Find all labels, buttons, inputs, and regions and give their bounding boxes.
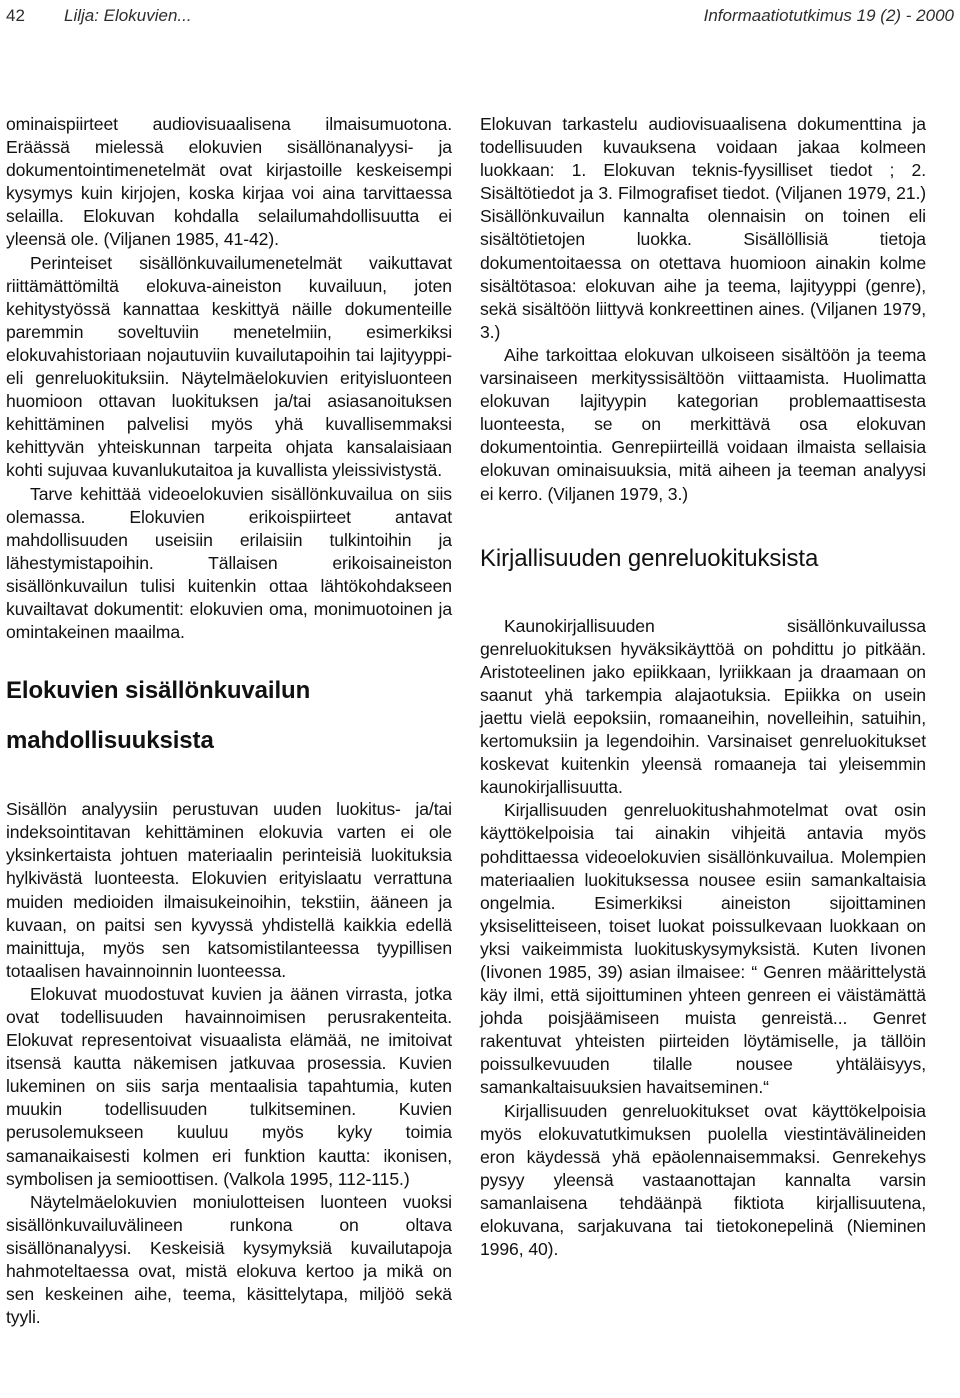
body-paragraph: Näytelmäelokuvien moniulotteisen luonteen vuoksi sisällönkuvailuvälineen runkona on oltava sisällönanalyysi. Keskeisiä kysymyksiä kuvailutapoja hahmoteltaessa ovat, mistä elokuva kertoo ja mikä on sen keskeinen aihe, teema, käsittelytapa, miljöö sekä tyyli. xyxy=(6,1191,452,1328)
running-header xyxy=(0,0,960,32)
body-paragraph: Sisällön analyysiin perustuvan uuden luokitus- ja/tai indeksointitavan kehittäminen elokuvia varten ei ole yksinkertaista johtuen materiaalin perinteisiä luokituksia hylkivästä luonteesta. Elokuvien erityislaatu verrattuna muiden medioiden ilmaisukeinoihin, tekstiin, ääneen ja kuvaan, on paitsi sen kyvyssä yhdistellä kaikkia edellä mainittuja, myös sen katsomistilanteessa tyypillisen totaalisen havainnoinnin luonteessa. xyxy=(6,799,452,981)
body-paragraph: Elokuvat muodostuvat kuvien ja äänen virrasta, jotka ovat todellisuuden havainnoimisen perusrakenteita. Elokuvat representoivat visuaalista elämää, ne imitoivat itsensä kautta näkemisen jatkuvaa prosessia. Kuvien lukeminen on siis sarja mentaalisia tapahtumia, kuten muukin todellisuuden tulkitseminen. Kuvien perusolemukseen kuuluu myös kyky toimia samanaikaisesti kolmen eri funktion kautta: ikonisen, symbolisen ja semioottisen. (Valkola 1995, 112-115.) xyxy=(6,983,452,1189)
body-paragraph: Perinteiset sisällönkuvailumenetelmät vaikuttavat riittämättömiltä elokuva-aineiston kuvailuun, joten kehitystyössä kannattaa keskittyä näille dokumenteille paremmin soveltuviin menetelmiin, esimerkiksi elokuvahistoriaan nojautuviin kuvailutapoihin tai lajityyppi- eli genreluokituksiin. Näytelmäelokuvien erityisluonteen huomioon ottavan luokituksen ja/tai asiasanoituksen kehittäminen palvelisi myös yhä kuvallisemmaksi kehittyvän yhteiskunnan tarpeita ohjata kansalaisiaan kohti sujuvaa kuvanlukutaitoa ja kuvallista yleissivistystä. xyxy=(6,252,452,481)
body-paragraph: Kirjallisuuden genreluokitukset ovat käyttökelpoisia myös elokuvatutkimuksen puolella viestintävälineiden eron käydessä yhä epäolennaisemmaksi. Genrekehys pysyy yleensä vastaanottajan kannalta varsin samanlaisena tehdäänpä fiktiota kirjallisuutena, elokuvana, sarjakuvana tai tietokonepelinä (Nieminen 1996, 40). xyxy=(480,1100,926,1260)
body-paragraph: Kaunokirjallisuuden sisällönkuvailussa genreluokituksen hyväksikäyttöä on pohdittu jo pitkään. Aristoteelinen jako epiikkaan, lyriikkaan ja draamaan on saanut yhä tarkempia alajaotuksia. Epiikka on usein jaettu vielä eepoksiin, romaaneihin, novelleihin, satuihin, kertomuksiin ja legendoihin. Varsinaiset genreluokitukset koskevat kuitenkin yleensä romaaneja tai yleisemmin kaunokirjallisuutta. xyxy=(480,615,926,798)
running-title: Lilja: Elokuvien... xyxy=(64,6,192,25)
body-paragraph: ominaispiirteet audiovisuaalisena ilmaisumuotona. Eräässä mielessä elokuvien sisällönanalyysi- ja dokumentointimenetelmät ovat kirjastoille keskeisempi kysymys kuin kirjojen, koska kirjaa voi aina tarvittaessa selailla. Elokuvan kohdalla selailumahdollisuutta ei yleensä ole. (Viljanen 1985, 41-42). xyxy=(6,114,452,250)
body-paragraph: Kirjallisuuden genreluokitushahmotelmat ovat osin käyttökelpoisia tai ainakin vihjeitä antavia myös pohdittaessa videoelokuvien sisällönkuvailua. Molempien materiaalien luokituksessa nousee esiin samankaltaisia ongelmia. Esimerkiksi aineiston sijoittaminen yksiselitteiseen, toiset luokat poissulkevaan luokkaan on yksi vaikeimmista luokituskysymyksistä. Kuten Iivonen (Iivonen 1985, 39) asian ilmaisee: “ Genren määrittelystä käy ilmi, että sijoittuminen yhteen genreen ei väistämättä johda poisjäämiseen muista genreistä... Genret rakentuvat yhteisten piirteiden löytämiselle, ja tällöin poissulkevuuden tilalle nousee yhtäläisyys, samankaltaisuuksien havaitseminen.“ xyxy=(480,800,926,1098)
section-heading: Elokuvien sisällönkuvailun mahdollisuuksista xyxy=(6,677,311,755)
body-paragraph: Aihe tarkoittaa elokuvan ulkoiseen sisältöön ja teema varsinaiseen merkityssisältöön viittaamista. Huolimatta elokuvan lajityypin kategorian problemaattisesta luonteesta, se on merkittävä osa elokuvan dokumentointia. Genrepiirteillä voidaan ilmaista sellaisia elokuvan ominaisuuksia, mitä aiheen ja teeman analyysi ei kerro. (Viljanen 1979, 3.) xyxy=(480,344,926,504)
body-paragraph: Elokuvan tarkastelu audiovisuaalisena dokumenttina ja todellisuuden kuvauksena voidaan jakaa kolmeen luokkaan: 1. Elokuvan teknis-fyysilliset tiedot ; 2. Sisältötiedot ja 3. Filmografiset tiedot. (Viljanen 1979, 21.) Sisällönkuvailun kannalta olennaisin on toinen eli sisältötietojen luokka. Sisällöllisiä tietoja dokumentoitaessa on otettava huomioon ainakin kolme sisältötasoa: elokuvan aihe ja teema, lajityyppi (genre), sekä sisältöön liittyvä konkreettinen aines. (Viljanen 1979, 3.) xyxy=(480,114,926,342)
left-column xyxy=(6,113,452,1329)
body-paragraph: Tarve kehittää videoelokuvien sisällönkuvailua on siis olemassa. Elokuvien erikoispiirteet antavat mahdollisuuden useisiin erilaisiin tulkintoihin ja lähestymistapoihin. Tällaisen erikoisaineiston sisällönkuvailun tulisi kuitenkin ottaa lähtökohdakseen kuvailtavat dokumentit: elokuvien oma, monimuotoinen ja omintakeinen maailma. xyxy=(6,483,452,643)
page-number: 42 xyxy=(6,6,25,25)
journal-issue: Informaatiotutkimus 19 (2) - 2000 xyxy=(703,6,954,25)
section-heading: Kirjallisuuden genreluokituksista xyxy=(480,544,819,572)
right-column xyxy=(480,113,926,1261)
